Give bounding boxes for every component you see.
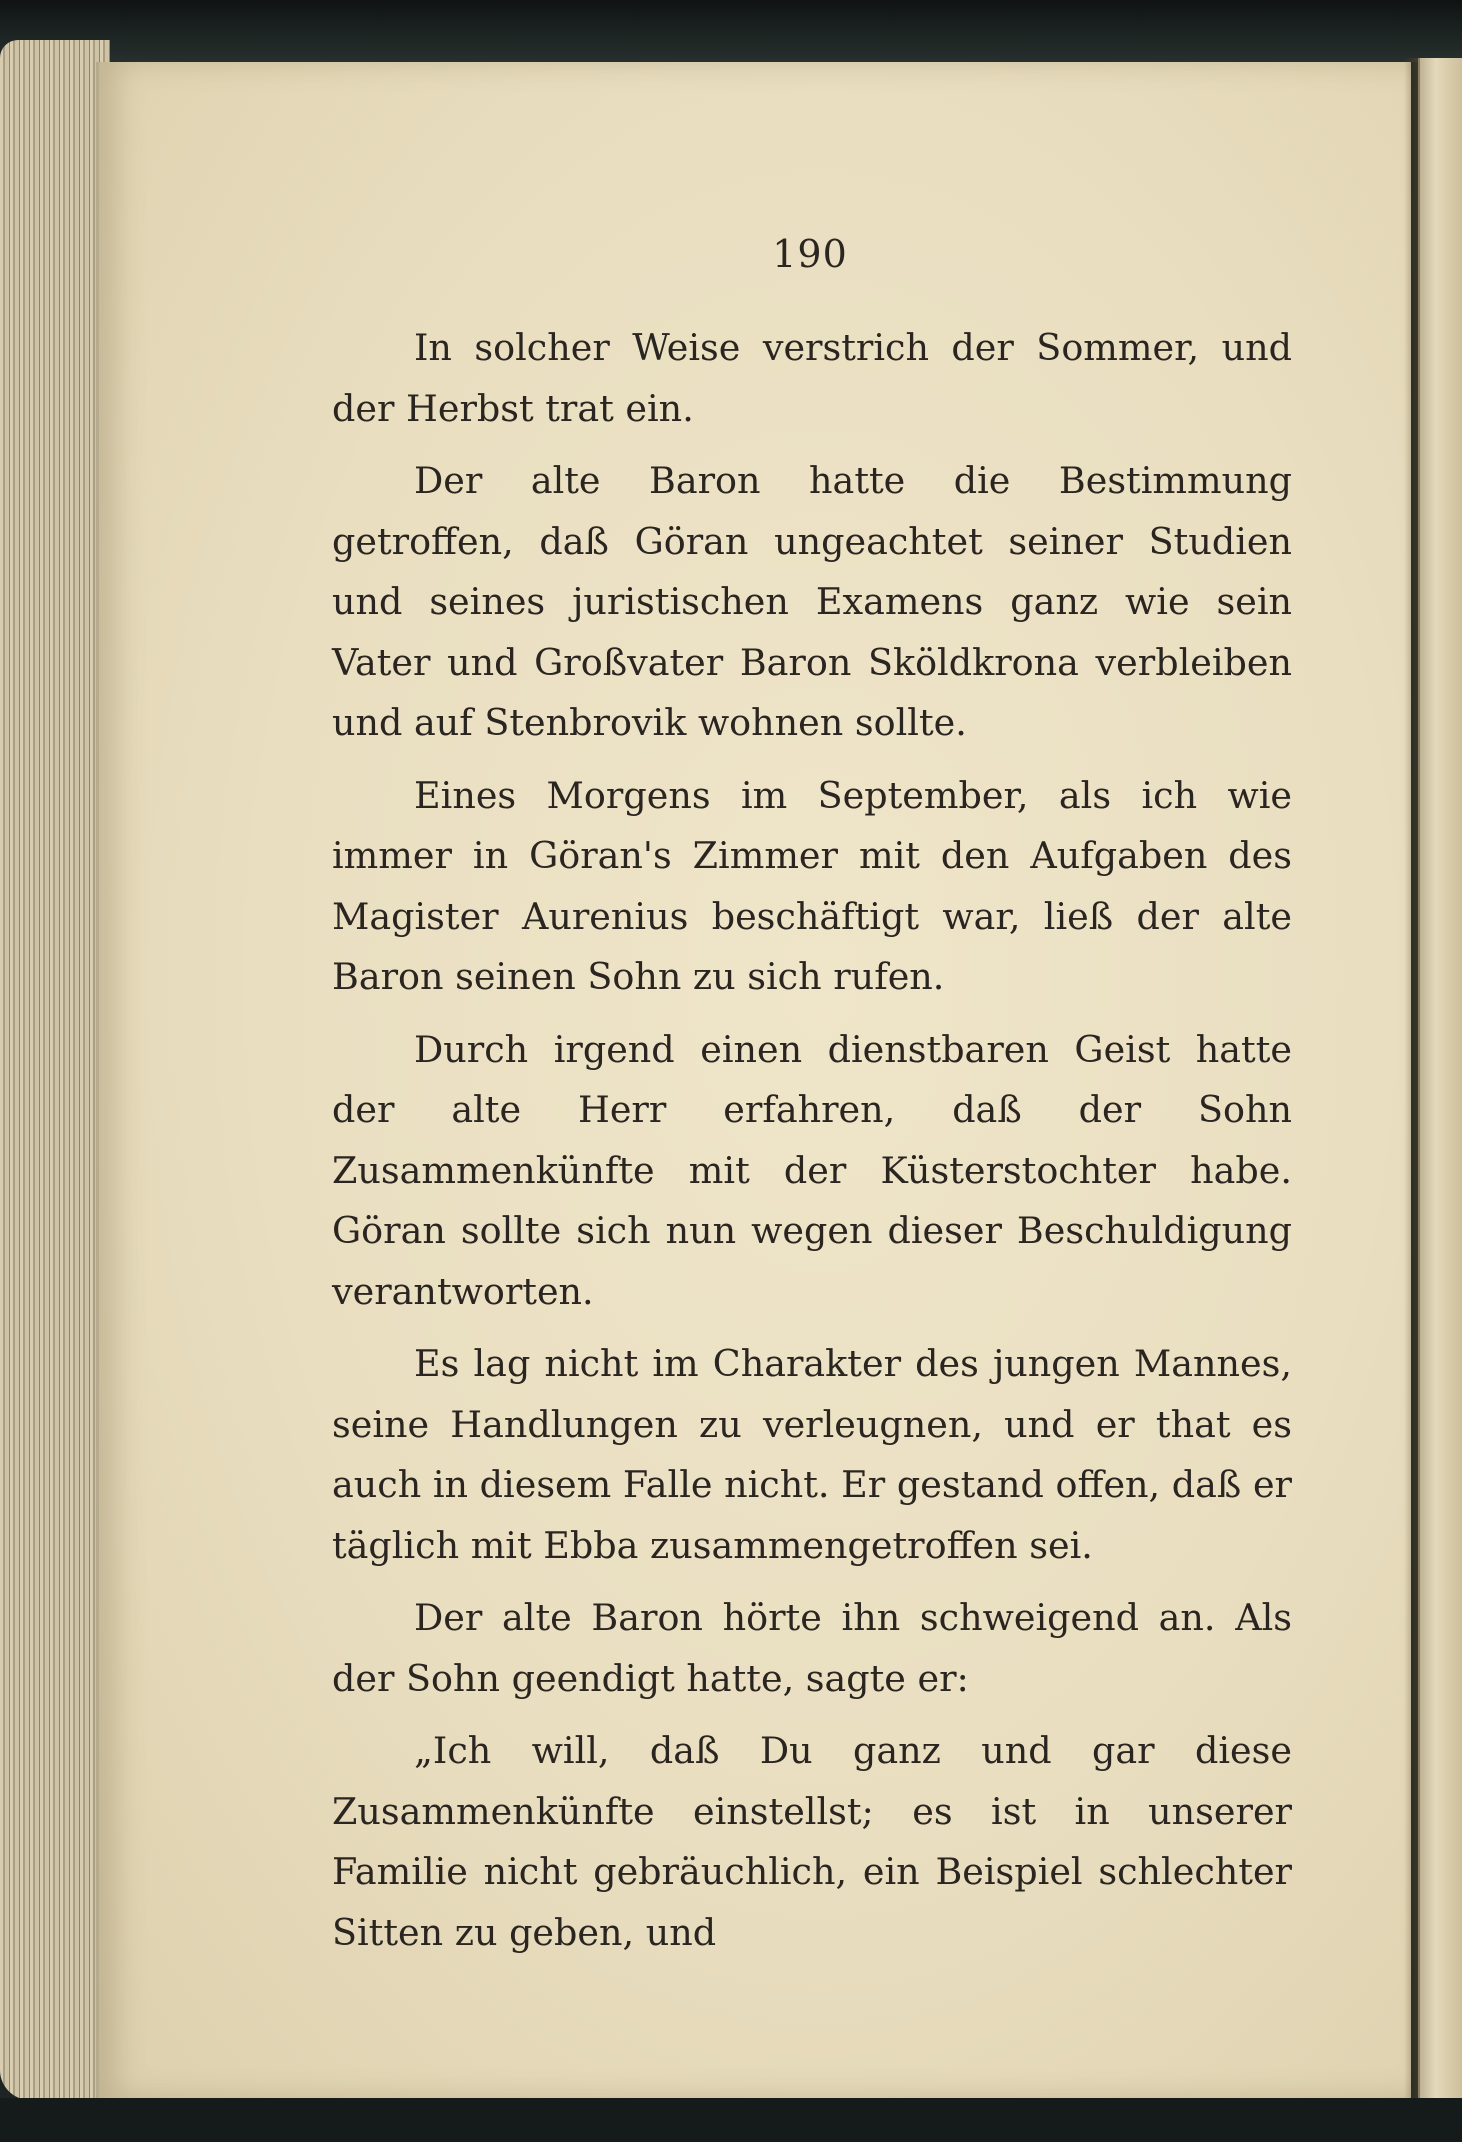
- body-text: [332, 318, 1292, 1963]
- book-bottom-edge: [0, 2098, 1462, 2142]
- paragraph: Es lag nicht im Charakter des jungen Mannes, seine Handlungen zu verleugnen, und er that es auch in diesem Falle nicht. Er gestand offen, daß er täglich mit Ebba zusammengetroffen sei.: [332, 1342, 1292, 1567]
- page-number: 190: [772, 232, 848, 276]
- next-page-edge: [1418, 58, 1462, 2098]
- paragraph: Eines Morgens im September, als ich wie immer in Göran's Zimmer mit den Aufgaben des Magister Aurenius beschäftigt war, ließ der alte Baron seinen Sohn zu sich rufen.: [332, 773, 1292, 998]
- paragraph: Der alte Baron hörte ihn schweigend an. Als der Sohn geendigt hatte, sagte er:: [332, 1596, 1292, 1700]
- paragraph: In solcher Weise verstrich der Sommer, und der Herbst trat ein.: [332, 326, 1292, 430]
- book-cover-edge: [0, 0, 1462, 62]
- paragraph: Durch irgend einen dienstbaren Geist hatte der alte Herr erfahren, daß der Sohn Zusammenkünfte mit der Küsterstochter habe. Göran sollte sich nun wegen dieser Beschuldigung verantworten.: [332, 1027, 1292, 1313]
- paragraph: „Ich will, daß Du ganz und gar diese Zusammenkünfte einstellst; es ist in unserer Familie nicht gebräuchlich, ein Beispiel schlechter Sitten zu geben, und: [332, 1729, 1292, 1954]
- paragraph: Der alte Baron hatte die Bestimmung getroffen, daß Göran ungeachtet seiner Studien und seines juristischen Examens ganz wie sein Vater und Großvater Baron Sköldkrona verbleiben und auf Stenbrovik wohnen sollte.: [332, 459, 1292, 744]
- gutter-shadow: [1404, 58, 1420, 2098]
- page-stack-edge: [0, 40, 110, 2100]
